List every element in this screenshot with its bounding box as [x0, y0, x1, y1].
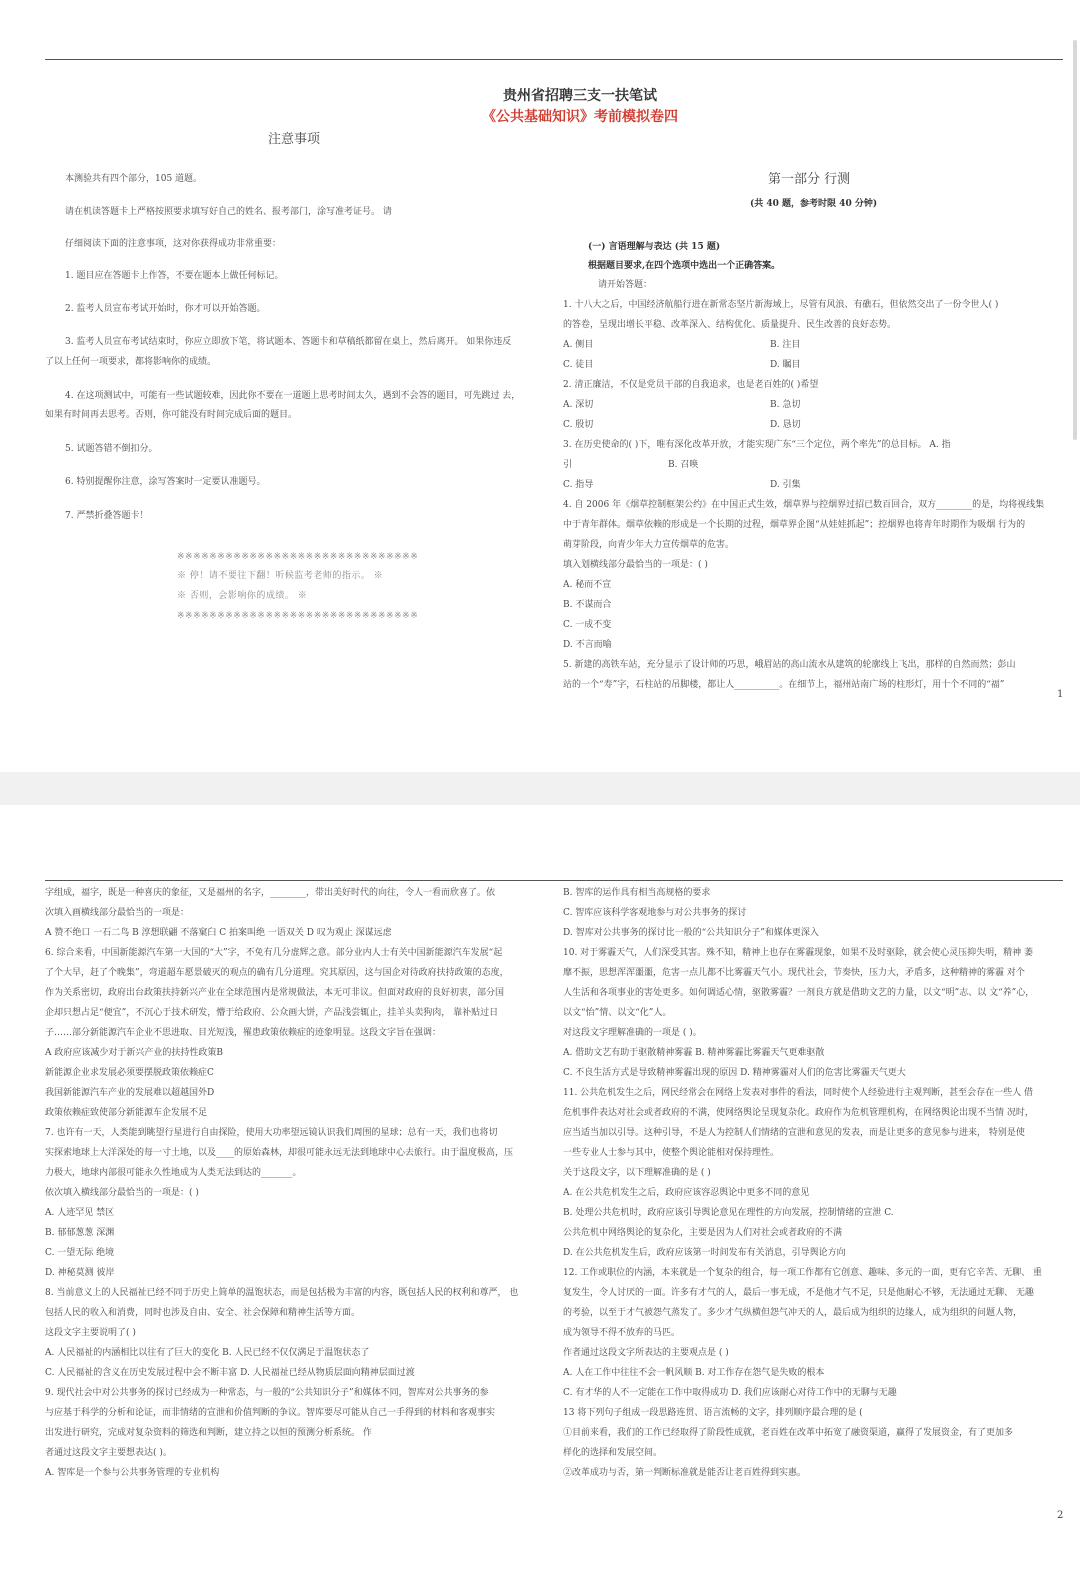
question-line: 中于青年群体。烟草依赖的形成是一个长期的过程，烟草界企图“从娃娃抓起”；控烟界也将青年时期作为吸烟 行为的 — [563, 520, 1026, 530]
option: B. 注目 — [770, 340, 801, 350]
question-line: 1. 十八大之后，中国经济航船行进在新常态坚片新海域上，尽管有风浪、有礁石，但依然交出了一份令世人( ) — [563, 300, 999, 310]
option: C. 指导 — [563, 480, 594, 490]
text-line: A 赞不绝口 一石二鸟 B 淳想联翩 不落窠臼 C 拍案叫绝 一语双关 D 叹为观止 深谋远虑 — [45, 928, 392, 938]
text-line: 关于这段文字，以下理解准确的是 ( ) — [563, 1168, 711, 1178]
exam-title: 贵州省招聘三支一扶笔试 — [503, 88, 657, 104]
notice-line: 3. 监考人员宣布考试结束时，你应立即放下笔，将试题本、答题卡和草稿纸都留在桌上，然后离开。 如果你违反 — [65, 337, 512, 347]
question-line: 萌芽阶段，向青少年大力宣传烟草的危害。 — [563, 540, 735, 550]
text-line: 一些专业人士参与其中，使整个舆论能相对保持理性。 — [563, 1148, 780, 1158]
option: D. 引集 — [770, 480, 801, 490]
text-line: 12. 工作或职位的内涵，本来就是一个复杂的组合，每一项工作都有它创意、趣味、多元的一面，更有它辛苦、无聊、 重 — [563, 1268, 1043, 1278]
section-instruction: 根据题目要求,在四个选项中选出一个正确答案。 — [588, 261, 781, 271]
text-line: C. 不良生活方式是导致精神雾霾出现的原因 D. 精神雾霾对人们的危害比雾霾天气更大 — [563, 1068, 906, 1078]
text-line: D. 在公共危机发生后，政府应该第一时间发布有关消息，引导舆论方向 — [563, 1248, 846, 1258]
stars-border-top: ※※※※※※※※※※※※※※※※※※※※※※※※※※※※※※ — [177, 552, 419, 562]
option: B. 不谋而合 — [563, 600, 612, 610]
text-line: D. 神秘莫测 彼岸 — [45, 1268, 115, 1278]
document-page-2 — [0, 805, 1080, 1575]
text-line: 6. 综合来看，中国新能源汽车第一大国的“大”字，不免有几分虚辉之意。部分业内人士有关中国新能源汽车发展“起 — [45, 948, 503, 958]
text-line: 样化的选择和发展空间。 — [563, 1448, 663, 1458]
part-heading: 第一部分 行测 — [768, 172, 851, 187]
text-line: 作为关系密切，政府出台政策扶持新兴产业在全球范围内是常规做法，本无可非议。但面对政府的良好初衷，部分国 — [45, 988, 505, 998]
text-line: 7. 也许有一天，人类能到眺望行星进行自由探险，使用大功率望远镜认识我们周围的星球；总有一天，我们也将切 — [45, 1128, 498, 1138]
top-rule — [45, 880, 1063, 881]
text-line: B. 智库的运作具有相当高规格的要求 — [563, 888, 711, 898]
text-line: 公共危机中网络舆论的复杂化，主要是因为人们对社会或者政府的不满 — [563, 1228, 843, 1238]
text-line: 靡不振，思想浑浑噩噩，危害一点儿都不比雾霾天气小。现代社会，节奏快，压力大，矛盾多，这种精神的雾霾 对个 — [563, 968, 1025, 978]
text-line: 这段文字主要说明了( ) — [45, 1328, 136, 1338]
text-line: ②改革成功与否，第一判断标准就是能否让老百姓得到实惠。 — [563, 1468, 807, 1478]
text-line: D. 智库对公共事务的探讨比一般的“公共知识分子”和媒体更深入 — [563, 928, 819, 938]
question-line: 3. 在历史使命的( )下，唯有深化改革开放，才能实现广东“三个定位，两个率先”的总目标。 A. 指 — [563, 440, 951, 450]
option: B. 急切 — [770, 400, 801, 410]
option: A. 深切 — [563, 400, 594, 410]
option: A. 侧目 — [563, 340, 594, 350]
stars-border-bottom: ※※※※※※※※※※※※※※※※※※※※※※※※※※※※※※ — [177, 611, 419, 621]
start-line: 请开始答题： — [598, 280, 653, 290]
section-title: (一) 言语理解与表达 (共 15 题) — [588, 242, 721, 252]
text-line: 者通过这段文字主要想表达( )。 — [45, 1448, 172, 1458]
text-line: 11. 公共危机发生之后，网民经常会在网络上发表对事件的看法，同时使个人经验进行主观判断，甚至会存在一些人 借 — [563, 1088, 1034, 1098]
option: D. 恳切 — [770, 420, 801, 430]
text-line: 成为领导不得不放弃的马匹。 — [563, 1328, 681, 1338]
notice-line: 2. 监考人员宣布考试开始时，你才可以开始答题。 — [65, 304, 266, 314]
text-line: A. 借助文艺有助于驱散精神雾霾 B. 精神雾霾比雾霾天气更难驱散 — [563, 1048, 825, 1058]
option: 引 — [563, 460, 573, 470]
notice-line: 如果有时间再去思考。否则，你可能没有时间完成后面的题目。 — [45, 410, 298, 420]
text-line: 8. 当前意义上的人民福祉已经不同于历史上简单的温饱状态，而是包括极为丰富的内容，既包括人民的权利和尊严， 也 — [45, 1288, 519, 1298]
text-line: 企却只想占足“便宜”，不沉心于技术研发，懵于给政府、公众画大饼，产品浅尝辄止，挂羊头卖狗肉， 靠补贴过日 — [45, 1008, 499, 1018]
text-line: ①目前来看，我们的工作已经取得了阶段性成就，老百姓在改革中拓宽了融资渠道，赢得了发展资金，有了更加多 — [563, 1428, 1014, 1438]
text-line: 出发进行研究，完成对复杂资料的筛选和判断，建立持之以恒的预测分析系统。 作 — [45, 1428, 372, 1438]
text-line: 9. 现代社会中对公共事务的探讨已经成为一种常态，与一般的“公共知识分子”和媒体不同，智库对公共事务的参 — [45, 1388, 489, 1398]
text-line: 政策依赖症致使部分新能源车企发展不足 — [45, 1108, 208, 1118]
text-line: 次填入画横线部分最恰当的一项是： — [45, 908, 190, 918]
text-line: 作者通过这段文字所表达的主要观点是 ( ) — [563, 1348, 729, 1358]
text-line: 的考验，以至于才气被怨气蒸发了。多少才气纵横但怨气冲天的人，最后成为组织的边缘人，成为组织的问题人物， — [563, 1308, 1023, 1318]
page-number: 1 — [1057, 689, 1064, 700]
text-line: C. 人民福祉的含义在历史发展过程中会不断丰富 D. 人民福祉已经从物质层面向精神层面过渡 — [45, 1368, 415, 1378]
notice-line: 7. 严禁折叠答题卡！ — [65, 511, 149, 521]
text-line: 以文“怡”情、以文“化”人。 — [563, 1008, 672, 1018]
text-line: 危机事件表达对社会或者政府的不满，使网络舆论呈现复杂化。政府作为危机管理机构，在网络舆论出现不当情 况时， — [563, 1108, 1034, 1118]
notice-line: 仔细阅读下面的注意事项，这对你获得成功非常重要： — [65, 239, 282, 249]
scrollbar[interactable] — [1073, 40, 1077, 440]
text-line: A. 人在工作中往往不会一帆风顺 B. 对工作存在怨气是失败的根本 — [563, 1368, 825, 1378]
text-line: 子……部分新能源汽车企业不思进取、目光短浅，罹患政策依赖症的迹象明显。这段文字旨在强调： — [45, 1028, 442, 1038]
question-line: 2. 清正廉洁，不仅是党员干部的自我追求，也是老百姓的( )希望 — [563, 380, 819, 390]
page-number: 2 — [1057, 1510, 1064, 1521]
text-line: 了个大早，赶了个晚集”，弯道超车愿景破灭的观点的确有几分道理。究其原因，这与国企对待政府扶持政策的态度， — [45, 968, 509, 978]
top-rule — [45, 59, 1063, 60]
text-line: 10. 对于雾霾天气，人们深受其害。殊不知，精神上也存在雾霾现象，如果不及时驱除，就会使心灵压抑失明，精神 萎 — [563, 948, 1034, 958]
text-line: 包括人民的收入和消费，同时也涉及自由、安全、社会保障和精神生活等方面。 — [45, 1308, 361, 1318]
question-line: 站的一个“寿”字，石柱站的吊脚楼，都让人__________。在细节上，福州站南广场的柱形灯，用十个不同的“福” — [563, 680, 1005, 690]
notice-line: 4. 在这项测试中，可能有一些试题较难，因此你不要在一道题上思考时间太久，遇到不会答的题目，可先跳过 去， — [65, 391, 521, 401]
option: D. 瞩目 — [770, 360, 801, 370]
text-line: C. 有才华的人不一定能在工作中取得成功 D. 我们应该耐心对待工作中的无聊与无趣 — [563, 1388, 897, 1398]
notice-line: 5. 试题答错不倒扣分。 — [65, 444, 158, 454]
text-line: 依次填入横线部分最恰当的一项是：( ) — [45, 1188, 199, 1198]
question-line: 5. 新建的高铁车站，充分显示了设计师的巧思，峨眉站的高山流水从建筑的轮廓线上飞出，那样的自然而然；彭山 — [563, 660, 1016, 670]
notice-line: 了以上任何一项要求，都将影响你的成绩。 — [45, 357, 217, 367]
option: B. 召唤 — [668, 460, 699, 470]
part-subheading: (共 40 题，参考时限 40 分钟) — [750, 199, 878, 209]
text-line: A 政府应该减少对于新兴产业的扶持性政策B — [45, 1048, 223, 1058]
question-line: 填入划横线部分最恰当的一项是：( ) — [563, 560, 708, 570]
text-line: 复发生，令人讨厌的一面。许多有才气的人，最后一事无成，不是他才气不足，只是他耐心不够，无法通过无聊、 无趣 — [563, 1288, 1034, 1298]
notice-line: 1. 题目应在答题卡上作答，不要在题本上做任何标记。 — [65, 271, 284, 281]
notice-line: 6. 特别提醒你注意，涂写答案时一定要认准题号。 — [65, 477, 266, 487]
text-line: 力极大，地球内部很可能永久性地成为人类无法到达的_______。 — [45, 1168, 302, 1178]
notice-line: 请在机读答题卡上严格按照要求填写好自己的姓名、报考部门，涂写准考证号。 请 — [65, 207, 392, 217]
option: A. 秘而不宣 — [563, 580, 612, 590]
option: C. 殷切 — [563, 420, 594, 430]
text-line: 新能源企业求发展必须要摆脱政策依赖症C — [45, 1068, 214, 1078]
text-line: 对这段文字理解准确的一项是 ( )。 — [563, 1028, 702, 1038]
option: D. 不言而喻 — [563, 640, 612, 650]
question-line: 的答卷，呈现出增长平稳、改革深入、结构优化、质量提升、民生改善的良好态势。 — [563, 320, 897, 330]
option: C. 徒目 — [563, 360, 594, 370]
text-line: 字组成，福字，既是一种喜庆的象征，又是福州的名字，________，带出美好时代的向往，令人一看而欣喜了。依 — [45, 888, 496, 898]
text-line: 应当适当加以引导。这种引导，不是人为控制人们情绪的宣泄和意见的发表，而是让更多的意见参与进来， 特别是使 — [563, 1128, 1025, 1138]
text-line: C. 智库应该科学客观地参与对公共事务的探讨 — [563, 908, 747, 918]
notice-heading: 注意事项 — [268, 132, 321, 147]
text-line: B. 郁郁葱葱 深渊 — [45, 1228, 115, 1238]
exam-subtitle: 《公共基础知识》考前模拟卷四 — [482, 109, 678, 125]
text-line: A. 智库是一个参与公共事务管理的专业机构 — [45, 1468, 220, 1478]
notice-line: 本测验共有四个部分，105 道题。 — [65, 174, 203, 184]
text-line: A. 人民福祉的内涵相比以往有了巨大的变化 B. 人民已经不仅仅满足于温饱状态了 — [45, 1348, 370, 1358]
text-line: 实探索地球上大洋深处的每一寸土地，以及____的原始森林，却很可能永远无法到地球中心去旅行。由于温度极高，压 — [45, 1148, 514, 1158]
stop-notice: ※ 停！请不要往下翻！听候监考老师的指示。 ※ — [177, 571, 384, 581]
text-line: 13 将下列句子组成一段思路连贯、语言流畅的文字，排列顺序最合理的是 ( — [563, 1408, 863, 1418]
text-line: 人生活和各项事业的害处更多。如何调适心情，驱散雾霾？一剂良方就是借助文艺的力量，以文“明”志、以 文“养”心， — [563, 988, 1035, 998]
text-line: B. 处理公共危机时，政府应该引导舆论意见在理性的方向发展，控制情绪的宣泄 C. — [563, 1208, 894, 1218]
text-line: C. 一望无际 绝境 — [45, 1248, 115, 1258]
text-line: 与应基于科学的分析和论证，而非情绪的宣泄和价值判断的争议。智库要尽可能从自己一手得到的材料和客观事实 — [45, 1408, 496, 1418]
question-line: 4. 自 2006 年《烟草控制框架公约》在中国正式生效，烟草界与控烟界过招已数百回合，双方________的是，均将视线集 — [563, 500, 1045, 510]
stop-notice-2: ※ 否则，会影响你的成绩。 ※ — [177, 591, 308, 601]
text-line: A. 人迹罕见 禁区 — [45, 1208, 115, 1218]
text-line: 我国新能源汽车产业的发展难以超越国外D — [45, 1088, 215, 1098]
document-page-1 — [0, 0, 1080, 772]
option: C. 一成不变 — [563, 620, 612, 630]
text-line: A. 在公共危机发生之后，政府应该容忍舆论中更多不同的意见 — [563, 1188, 810, 1198]
